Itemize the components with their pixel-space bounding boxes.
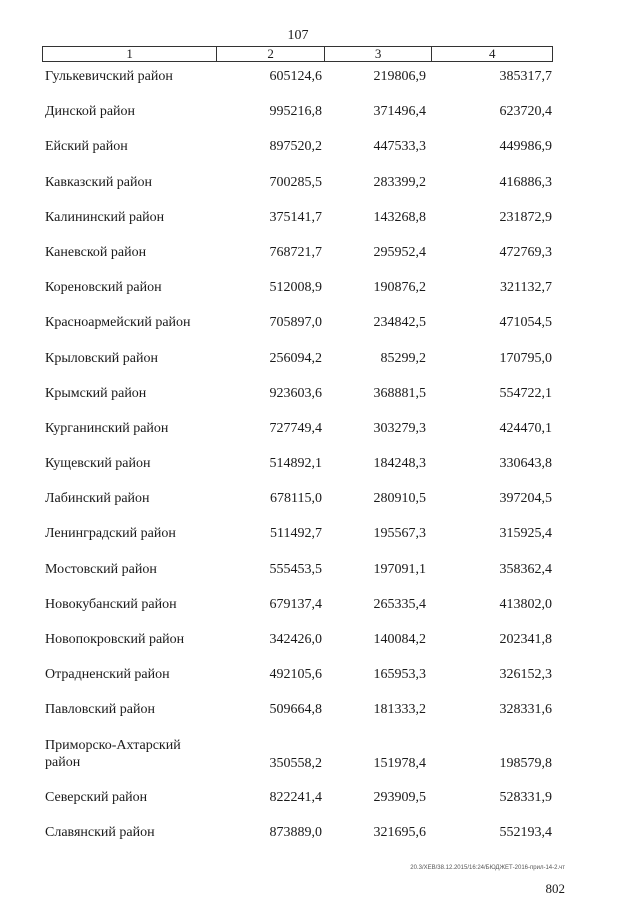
district-name: Павловский район	[45, 702, 155, 718]
value-col-4: 202341,8	[499, 632, 552, 647]
district-name: Приморско-Ахтарский район	[45, 737, 181, 770]
district-name: Гулькевичский район	[45, 69, 173, 84]
column-header-3: 3	[325, 47, 433, 61]
table-row	[0, 588, 640, 623]
table-row	[0, 517, 640, 552]
value-col-4: 397204,5	[499, 491, 552, 507]
value-col-2: 923603,6	[269, 385, 322, 401]
district-name: Мостовский район	[45, 561, 157, 577]
table-row	[0, 658, 640, 693]
value-col-4: 326152,3	[499, 667, 552, 683]
value-col-2: 768721,7	[269, 244, 322, 260]
table-row	[0, 623, 640, 658]
table-row	[0, 729, 640, 781]
value-col-3: 303279,3	[373, 420, 426, 436]
value-col-3: 143268,8	[373, 209, 426, 225]
value-col-4: 385317,7	[499, 69, 552, 84]
table-row	[0, 236, 640, 271]
value-col-4: 198579,8	[499, 755, 552, 771]
value-col-2: 822241,4	[269, 789, 322, 805]
table-row	[0, 130, 640, 165]
value-col-3: 295952,4	[373, 244, 426, 260]
district-name: Каневской район	[45, 244, 147, 260]
value-col-2: 727749,4	[269, 420, 322, 436]
district-name: Славянский район	[45, 824, 155, 840]
value-col-2: 511492,7	[270, 526, 322, 542]
district-name: Северский район	[45, 789, 148, 805]
footer-page-number: 802	[545, 881, 565, 896]
page-number: 107	[287, 28, 309, 43]
value-col-3: 190876,2	[373, 280, 426, 296]
value-col-2: 897520,2	[269, 139, 322, 155]
value-col-3: 181333,2	[373, 702, 426, 718]
district-name: Ленинградский район	[45, 526, 176, 542]
table-row	[0, 447, 640, 482]
district-name: Калининский район	[45, 209, 165, 225]
value-col-2: 700285,5	[269, 174, 322, 190]
value-col-2: 375141,7	[269, 209, 322, 225]
column-header-1: 1	[43, 47, 217, 61]
table-row	[0, 482, 640, 517]
table-row	[0, 95, 640, 130]
table-row	[0, 60, 640, 95]
value-col-2: 512008,9	[269, 280, 322, 296]
column-header-4: 4	[488, 46, 496, 61]
value-col-3: 165953,3	[373, 667, 426, 683]
value-col-4: 552193,4	[499, 824, 552, 840]
value-col-3: 151978,4	[373, 755, 426, 771]
value-col-2: 679137,4	[269, 596, 322, 612]
district-name: Крыловский район	[45, 350, 158, 366]
value-col-4: 170795,0	[499, 350, 552, 366]
table-row	[0, 412, 640, 447]
district-name: Крымский район	[45, 385, 147, 401]
value-col-4: 328331,6	[499, 702, 552, 718]
district-name: Отрадненский район	[45, 667, 170, 683]
value-col-2: 995216,8	[269, 104, 322, 120]
district-name: Лабинский район	[45, 491, 150, 507]
value-col-2: 256094,2	[269, 350, 322, 366]
value-col-3: 368881,5	[373, 385, 426, 401]
value-col-4: 623720,4	[499, 104, 552, 120]
value-col-3: 234842,5	[373, 315, 426, 331]
district-name: Кавказский район	[45, 174, 153, 190]
document-code: 20.3/ХЕВ/38.12.2015/16:24/БЮДЖЕТ-2016-прил-14-2.чт	[410, 865, 565, 871]
value-col-3: 447533,3	[373, 139, 426, 155]
table-row	[0, 271, 640, 306]
value-col-4: 449986,9	[499, 139, 552, 155]
table-row	[0, 553, 640, 588]
value-col-4: 416886,3	[499, 174, 552, 190]
value-col-2: 350558,2	[269, 755, 322, 771]
table-row	[0, 781, 640, 816]
value-col-3: 321695,6	[373, 824, 426, 840]
district-name: Курганинский район	[45, 420, 169, 436]
district-name: Ейский район	[45, 139, 128, 155]
value-col-4: 330643,8	[499, 456, 552, 472]
table-row	[0, 201, 640, 236]
district-name: Динской район	[45, 104, 136, 120]
table-row	[0, 816, 640, 851]
value-col-3: 195567,3	[373, 526, 426, 542]
value-col-2: 342426,0	[269, 632, 322, 647]
value-col-2: 605124,6	[269, 69, 322, 84]
value-col-4: 315925,4	[499, 526, 552, 542]
value-col-4: 471054,5	[499, 315, 552, 331]
value-col-3: 265335,4	[373, 596, 426, 612]
value-col-3: 197091,1	[373, 561, 426, 577]
value-col-4: 424470,1	[499, 420, 552, 436]
value-col-2: 555453,5	[269, 561, 322, 577]
value-col-4: 231872,9	[499, 209, 552, 225]
district-name: Красноармейский район	[45, 315, 191, 331]
value-col-2: 492105,6	[269, 667, 322, 683]
table-body	[0, 60, 640, 851]
district-name: Новопокровский район	[45, 632, 185, 647]
value-col-4: 554722,1	[499, 385, 552, 401]
value-col-2: 678115,0	[270, 491, 322, 507]
value-col-3: 140084,2	[373, 632, 426, 647]
column-header-2: 2	[217, 47, 325, 61]
value-col-3: 219806,9	[373, 69, 426, 84]
value-col-4: 321132,7	[500, 280, 552, 296]
table-row	[0, 342, 640, 377]
value-col-4: 413802,0	[499, 596, 552, 612]
district-name: Кущевский район	[45, 456, 151, 472]
value-col-4: 528331,9	[499, 789, 552, 805]
value-col-2: 509664,8	[269, 702, 322, 718]
value-col-3: 85299,2	[380, 350, 426, 366]
value-col-2: 705897,0	[269, 315, 322, 331]
value-col-2: 873889,0	[269, 824, 322, 840]
table-row	[0, 306, 640, 341]
value-col-3: 371496,4	[373, 104, 426, 120]
value-col-3: 184248,3	[373, 456, 426, 472]
table-row	[0, 693, 640, 728]
value-col-4: 358362,4	[499, 561, 552, 577]
value-col-3: 283399,2	[373, 174, 426, 190]
district-name: Новокубанский район	[45, 596, 177, 612]
value-col-3: 293909,5	[373, 789, 426, 805]
value-col-4: 472769,3	[499, 244, 552, 260]
table-row	[0, 166, 640, 201]
value-col-3: 280910,5	[373, 491, 426, 507]
district-name: Кореновский район	[45, 280, 162, 296]
value-col-2: 514892,1	[269, 456, 322, 472]
table-row	[0, 377, 640, 412]
